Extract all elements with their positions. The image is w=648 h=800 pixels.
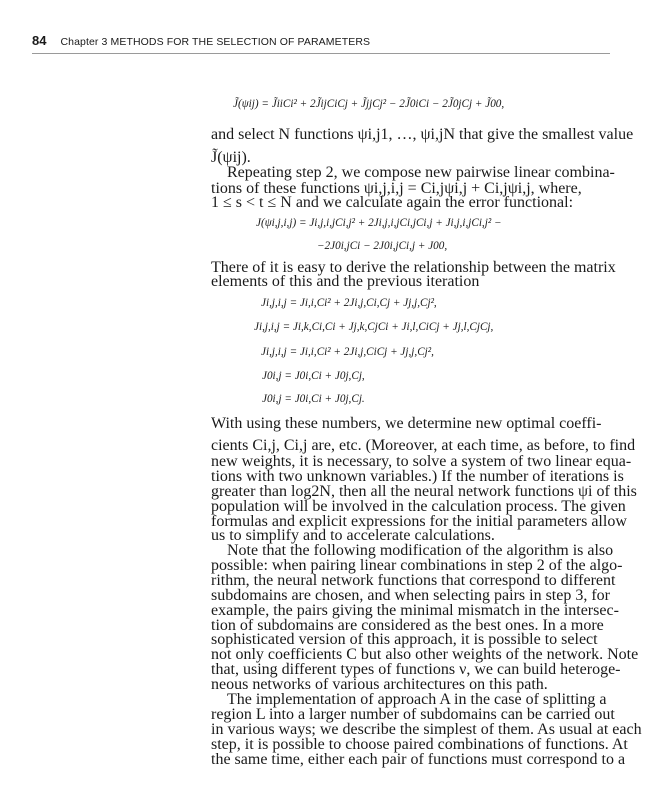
- text-line: that, using different types of functions ν, we can build heteroge-: [211, 661, 621, 678]
- text-line: elements of this and the previous iteration: [211, 273, 480, 290]
- text-line: and select N functions ψi,j1, …, ψi,jN that give the smallest value: [211, 126, 634, 143]
- text-line: sophisticated version of this approach, it is possible to select: [211, 631, 598, 648]
- text-line: greater than log2N, then all the neural network functions ψi of this: [211, 483, 637, 500]
- text-line: in various ways; we describe the simplest of them. As usual at each: [211, 721, 642, 738]
- equation-pairwise-functional-cont: −2J0i,jCi − 2J0i,jCi,j + J00,: [317, 240, 448, 252]
- text-line: tions with two unknown variables.) If the number of iterations is: [211, 468, 624, 485]
- text-line: formulas and explicit expressions for the initial parameters allow: [211, 513, 627, 530]
- text-line: not only coefficients C but also other weights of the network. Note: [211, 646, 639, 663]
- text-line: The implementation of approach A in the case of splitting a: [227, 691, 607, 708]
- equation-matrix-element-2: Ji,j,i,j = Ji,k,Ci,Ci + Jj,k,CjCi + Ji,l,CiCj + Jj,l,CjCj,: [254, 321, 494, 333]
- text-line: tions of these functions ψi,j,i,j = Ci,jψi,j + Ci,jψi,j, where,: [211, 180, 582, 197]
- text-line: neous networks of various architectures on this path.: [211, 676, 548, 693]
- text-line: Note that the following modification of the algorithm is also: [227, 542, 614, 559]
- equation-matrix-element-1: Ji,j,i,j = Ji,i,Ci² + 2Ji,j,Ci,Cj + Jj,j,Cj²,: [261, 297, 437, 309]
- text-line: region L into a larger number of subdomains can be carried out: [211, 706, 615, 723]
- header-rule: [32, 53, 610, 54]
- page-number: 84: [32, 33, 47, 48]
- text-line: J̃(ψij).: [211, 149, 251, 166]
- text-line: There of it is easy to derive the relationship between the matrix: [211, 259, 616, 276]
- text-line: possible: when pairing linear combinations in step 2 of the algo-: [211, 557, 623, 574]
- text-line: subdomains are chosen, and when selecting pairs in step 3, for: [211, 587, 611, 604]
- text-line: example, the pairs giving the minimal mismatch in the intersec-: [211, 602, 619, 619]
- running-title: Chapter 3 METHODS FOR THE SELECTION OF PARAMETERS: [60, 36, 371, 48]
- text-line: population will be involved in the calculation process. The given: [211, 498, 626, 515]
- text-line: rithm, the neural network functions that correspond to different: [211, 572, 616, 589]
- text-line: Repeating step 2, we compose new pairwise linear combina-: [227, 164, 615, 181]
- equation-matrix-element-5: J0i,j = J0i,Ci + J0j,Cj.: [262, 393, 365, 405]
- equation-pairwise-functional: J(ψi,j,i,j) = Ji,j,i,jCi,j² + 2Ji,j,i,jCi,jCi,j + Ji,j,i,jCi,j² −: [256, 217, 502, 229]
- text-line: step, it is possible to choose paired combinations of functions. At: [211, 736, 628, 753]
- running-header: [32, 33, 370, 49]
- text-line: With using these numbers, we determine new optimal coeffi-: [211, 415, 602, 432]
- text-line: the same time, either each pair of functions must correspond to a: [211, 751, 626, 768]
- equation-matrix-element-4: J0i,j = J0i,Ci + J0j,Cj,: [262, 370, 365, 382]
- text-line: cients Ci,j, Ci,j are, etc. (Moreover, at each time, as before, to find: [211, 437, 636, 454]
- text-line: us to simplify and to accelerate calculations.: [211, 527, 495, 544]
- equation-error-functional: J̃(ψij) = J̃iiCi² + 2J̃ijCiCj + J̃jjCj² − 2J̃0iCi − 2J̃0jCj + J̃00,: [233, 98, 505, 110]
- text-line: new weights, it is necessary, to solve a system of two linear equa-: [211, 453, 632, 470]
- equation-matrix-element-3: Ji,j,i,j = Ji,i,Ci² + 2Ji,j,CiCj + Jj,j,Cj²,: [261, 346, 434, 358]
- text-line: 1 ≤ s < t ≤ N and we calculate again the error functional:: [211, 194, 574, 211]
- text-line: tion of subdomains are considered as the best ones. In a more: [211, 617, 604, 634]
